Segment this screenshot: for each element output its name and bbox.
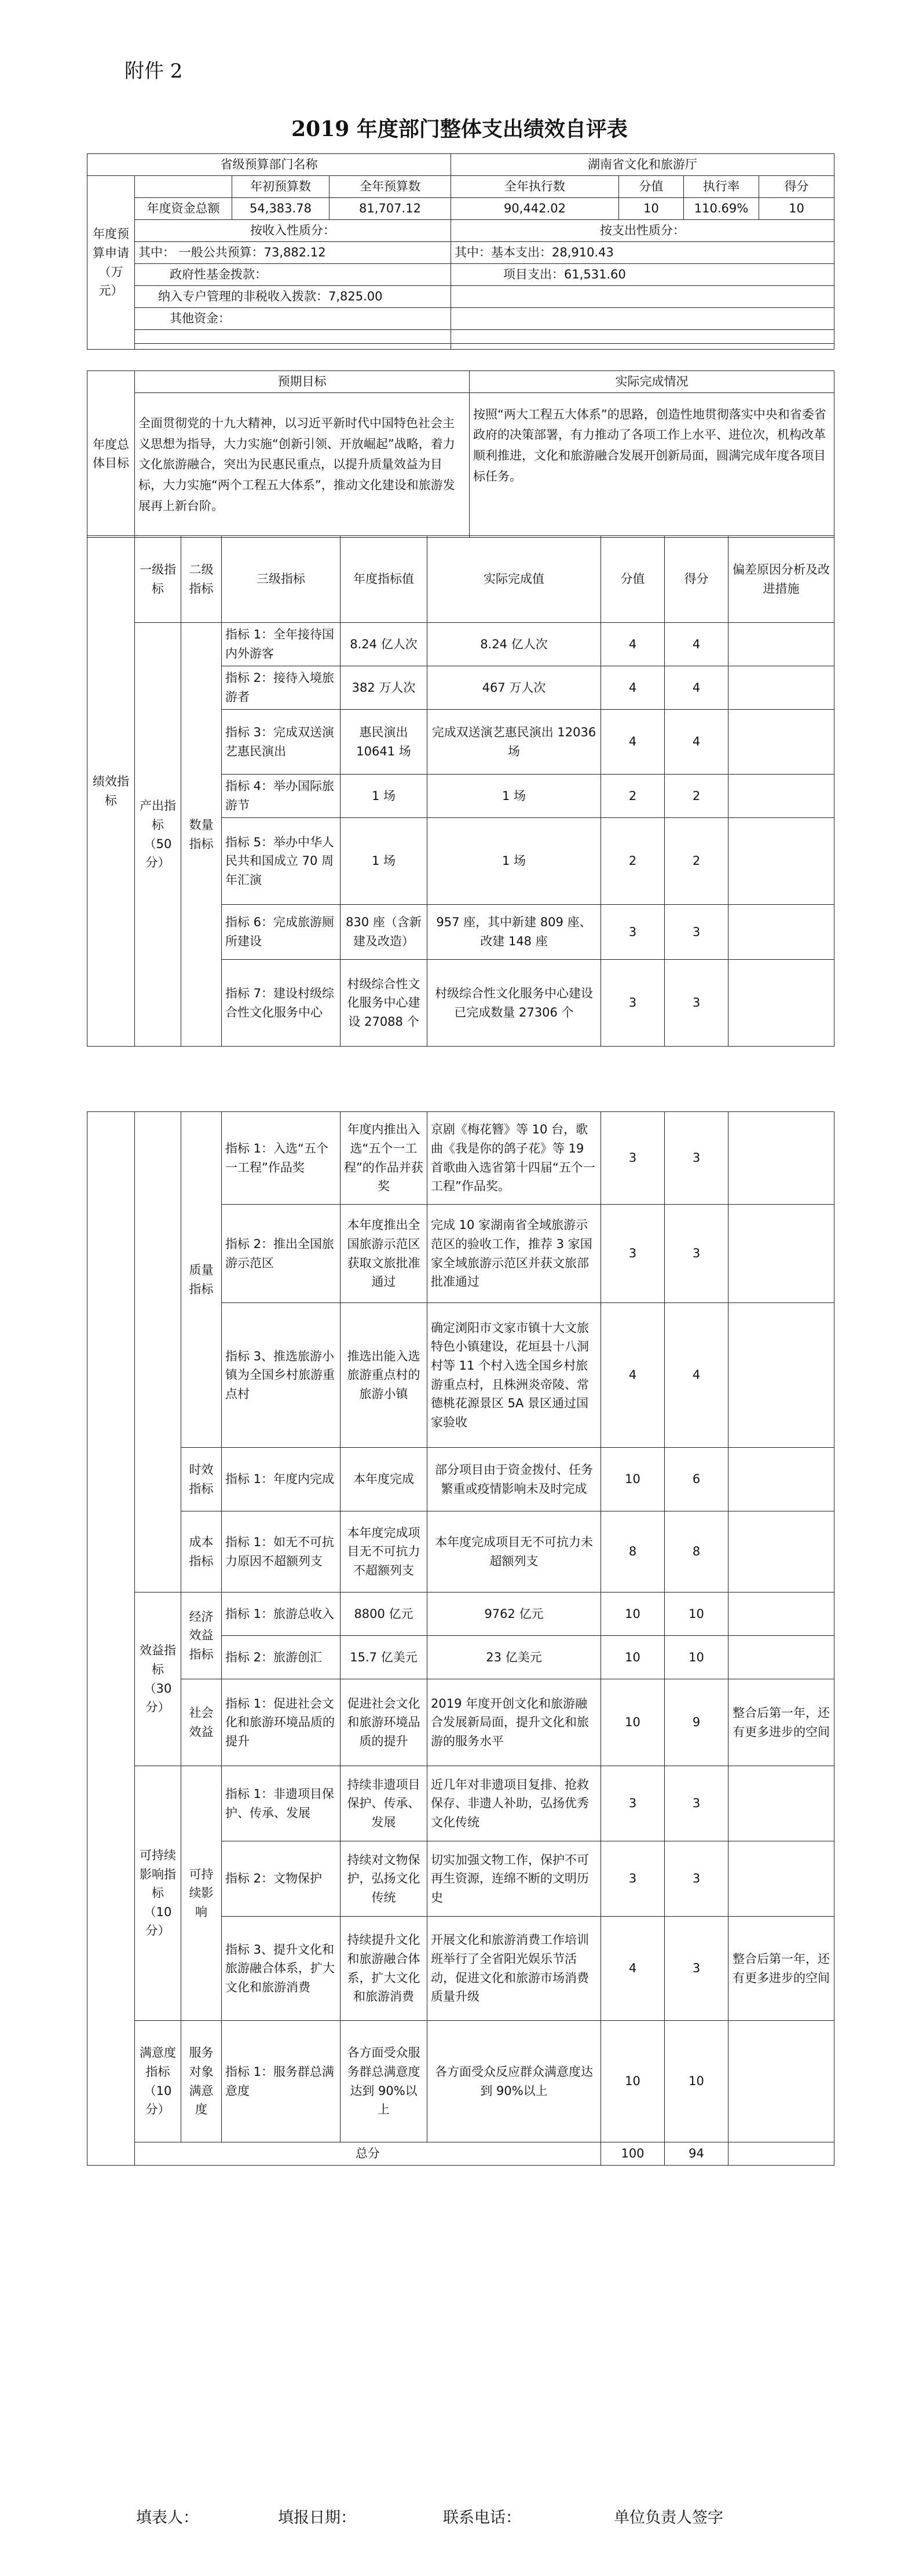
sustain-sv: 3: [601, 1766, 665, 1841]
qty-target: 8.24 亿人次: [340, 623, 427, 666]
qty-actual: 1 场: [427, 818, 601, 905]
qty-label: 数量指标: [181, 623, 222, 1047]
goals-section: 年度总体目标: [87, 371, 135, 538]
time-actual: 部分项目由于资金拨付、任务繁重或疫情影响未及时完成: [427, 1448, 601, 1511]
social-sv: 10: [601, 1679, 665, 1766]
qty-s: 2: [665, 818, 728, 905]
qty-name: 指标 2：接待入境旅游者: [222, 666, 340, 710]
econ-actual: 23 亿美元: [427, 1636, 601, 1679]
other-fund: 其他资金：: [135, 308, 451, 330]
time-target: 本年度完成: [340, 1448, 427, 1511]
qty-name: 指标 6：完成旅游厕所建设: [222, 905, 340, 960]
total-score-value: 100: [601, 2142, 665, 2166]
qty-actual: 8.24 亿人次: [427, 623, 601, 666]
general-budget: 其中： 一般公共预算：73,882.12: [135, 242, 451, 264]
quality-sv: 4: [601, 1303, 665, 1448]
h-level2: 二级指标: [181, 536, 222, 623]
qty-s: 4: [665, 710, 728, 775]
benefit-label: 效益指标（30分）: [135, 1592, 181, 1766]
by-source-label: 按收入性质分：: [135, 220, 451, 242]
project-expense: 项目支出：61,531.60: [451, 264, 834, 286]
qty-s: 4: [665, 623, 728, 666]
sustain-target: 持续对文物保护，弘扬文化传统: [340, 1841, 427, 1917]
satisfy2-label: 服务对象满意度: [181, 2021, 222, 2142]
qty-sv: 2: [601, 775, 665, 818]
h-analysis: 偏差原因分析及改进措施: [728, 536, 834, 623]
quality-name: 指标 1：入选“五个一工程”作品奖: [222, 1112, 340, 1205]
social-analysis: 整合后第一年，还有更多进步的空间: [728, 1679, 834, 1766]
econ-sv: 10: [601, 1592, 665, 1636]
satisfy-label: 满意度指标（10分）: [135, 2021, 181, 2142]
expected-label: 预期目标: [135, 371, 470, 393]
quality-target: 本年度推出全国旅游示范区获取文旅批准通过: [340, 1205, 427, 1303]
total-score: 10: [759, 198, 834, 220]
basic-expense: 其中：基本支出：28,910.43: [451, 242, 834, 264]
social-target: 促进社会文化和旅游环境品质的提升: [340, 1679, 427, 1766]
h-score: 得分: [665, 536, 728, 623]
qty-target: 1 场: [340, 775, 427, 818]
total-rate: 110.69%: [684, 198, 759, 220]
sustain-actual: 近几年对非遗项目复排、抢救保存、非遗人补助，弘扬优秀文化传统: [427, 1766, 601, 1841]
qty-sv: 4: [601, 623, 665, 666]
social-s: 9: [665, 1679, 728, 1766]
sustain-target: 持续提升文化和旅游融合体系，扩大文化和旅游消费: [340, 1917, 427, 2021]
output-label: 产出指标（50分）: [135, 623, 181, 1047]
h-level1: 一级指标: [135, 536, 181, 623]
hdr-exec-rate: 执行率: [684, 176, 759, 198]
econ-sv: 10: [601, 1636, 665, 1679]
qty-target: 惠民演出 10641 场: [340, 710, 427, 775]
sustain-actual: 开展文化和旅游消费工作培训班举行了全省阳光娱乐节活动，促进文化和旅游市场消费质量升级: [427, 1917, 601, 2021]
dept-name: 湖南省文化和旅游厅: [451, 154, 834, 176]
sustain-s: 3: [665, 1766, 728, 1841]
h-level3: 三级指标: [222, 536, 340, 623]
qty-target: 382 万人次: [340, 666, 427, 710]
h-actual: 实际完成值: [427, 536, 601, 623]
quality-label: 质量指标: [181, 1112, 222, 1448]
satisfy-s: 10: [665, 2021, 728, 2142]
sustain-target: 持续非遗项目保护、传承、发展: [340, 1766, 427, 1841]
gov-fund: 政府性基金拨款：: [135, 264, 451, 286]
time-s: 6: [665, 1448, 728, 1511]
qty-sv: 3: [601, 960, 665, 1047]
social-actual: 2019 年度开创文化和旅游融合发展新局面，提升文化和旅游的服务水平: [427, 1679, 601, 1766]
qty-actual: 467 万人次: [427, 666, 601, 710]
hdr-initial: 年初预算数: [232, 176, 329, 198]
total-score-value: 10: [619, 198, 684, 220]
budget-table: [87, 153, 834, 350]
sustain-name: 指标 2：文物保护: [222, 1841, 340, 1917]
quality-sv: 3: [601, 1205, 665, 1303]
econ-name: 指标 1：旅游总收入: [222, 1592, 340, 1636]
sustain-name: 指标 3、提升文化和旅游融合体系，扩大文化和旅游消费: [222, 1917, 340, 2021]
quality-target: 推选出能入选旅游重点村的旅游小镇: [340, 1303, 427, 1448]
sustain2-label: 可持续影响: [181, 1766, 222, 2021]
qty-actual: 1 场: [427, 775, 601, 818]
social-name: 指标 1：促进社会文化和旅游环境品质的提升: [222, 1679, 340, 1766]
qty-actual: 村级综合性文化服务中心建设已完成数量 27306 个: [427, 960, 601, 1047]
hdr-score: 得分: [759, 176, 834, 198]
sustain-actual: 切实加强文物工作，保护不可再生资源，连绵不断的文明历史: [427, 1841, 601, 1917]
social-label: 社会效益: [181, 1679, 222, 1766]
sustain-sv: 3: [601, 1841, 665, 1917]
sustain-sv: 4: [601, 1917, 665, 2021]
qty-sv: 2: [601, 818, 665, 905]
filler-label: 填表人：: [136, 2509, 199, 2527]
signature-label: 单位负责人签字: [614, 2509, 723, 2527]
total-score-got: 94: [665, 2142, 728, 2166]
sustain-analysis: 整合后第一年，还有更多进步的空间: [728, 1917, 834, 2021]
perf-table-1: [87, 535, 834, 1047]
qty-s: 3: [665, 960, 728, 1047]
econ-s: 10: [665, 1636, 728, 1679]
annual-budget-section: 年度预算申请（万元）: [87, 176, 135, 350]
total-full: 81,707.12: [329, 198, 451, 220]
dept-label: 省级预算部门名称: [87, 154, 451, 176]
goals-table: [87, 370, 834, 538]
sustain-s: 3: [665, 1841, 728, 1917]
quality-name: 指标 3、推选旅游小镇为全国乡村旅游重点村: [222, 1303, 340, 1448]
h-score-value: 分值: [601, 536, 665, 623]
qty-name: 指标 5：举办中华人民共和国成立 70 周年汇演: [222, 818, 340, 905]
qty-target: 1 场: [340, 818, 427, 905]
perf-section: 绩效指标: [87, 536, 135, 1047]
cost-name: 指标 1：如无不可抗力原因不超额列支: [222, 1511, 340, 1592]
time-label: 时效指标: [181, 1448, 222, 1511]
perf-table-2: [87, 1111, 834, 2166]
time-sv: 10: [601, 1448, 665, 1511]
hdr-full-exec: 全年执行数: [451, 176, 619, 198]
qty-sv: 4: [601, 666, 665, 710]
satisfy-name: 指标 1：服务群总满意度: [222, 2021, 340, 2142]
econ-name: 指标 2：旅游创汇: [222, 1636, 340, 1679]
qty-s: 3: [665, 905, 728, 960]
econ-s: 10: [665, 1592, 728, 1636]
cost-target: 本年度完成项目无不可抗力不超额列支: [340, 1511, 427, 1592]
qty-sv: 3: [601, 905, 665, 960]
qty-name: 指标 3：完成双送演艺惠民演出: [222, 710, 340, 775]
attachment-label: 附件 2: [125, 60, 183, 83]
econ-target: 8800 亿元: [340, 1592, 427, 1636]
satisfy-sv: 10: [601, 2021, 665, 2142]
quality-s: 4: [665, 1303, 728, 1448]
hdr-score-value: 分值: [619, 176, 684, 198]
qty-target: 830 座（含新建及改造）: [340, 905, 427, 960]
quality-sv: 3: [601, 1112, 665, 1205]
page-title: 2019 年度部门整体支出绩效自评表: [291, 117, 628, 141]
cost-label: 成本指标: [181, 1511, 222, 1592]
qty-sv: 4: [601, 710, 665, 775]
qty-name: 指标 1：全年接待国内外游客: [222, 623, 340, 666]
actual-label: 实际完成情况: [470, 371, 834, 393]
quality-actual: 京剧《梅花簪》等 10 台，歌曲《我是你的鸽子花》等 19 首歌曲入选省第十四届“五个一工程”作品奖。: [427, 1112, 601, 1205]
quality-s: 3: [665, 1112, 728, 1205]
qty-target: 村级综合性文化服务中心建设 27088 个: [340, 960, 427, 1047]
qty-s: 4: [665, 666, 728, 710]
cost-actual: 本年度完成项目无不可抗力未超额列支: [427, 1511, 601, 1592]
sustain-s: 3: [665, 1917, 728, 2021]
sustain-label: 可持续影响指标（10分）: [135, 1766, 181, 2021]
expected-text: 全面贯彻党的十九大精神，以习近平新时代中国特色社会主义思想为指导，大力实施“创新引领、开放崛起”战略，着力文化旅游融合，突出为民惠民重点，以提升质量效益为目标，大力实施“两个工程五大体系”，推动文化建设和旅游发展再上新台阶。: [135, 392, 470, 537]
total-initial: 54,383.78: [232, 198, 329, 220]
econ-label: 经济效益指标: [181, 1592, 222, 1679]
actual-text: 按照“两大工程五大体系”的思路，创造性地贯彻落实中央和省委省政府的决策部署，有力推动了各项工作上水平、进位次，机构改革顺利推进，文化和旅游融合发展开创新局面，圆满完成年度各项目标任务。: [470, 392, 834, 537]
quality-s: 3: [665, 1205, 728, 1303]
cost-sv: 8: [601, 1511, 665, 1592]
econ-target: 15.7 亿美元: [340, 1636, 427, 1679]
cost-s: 8: [665, 1511, 728, 1592]
quality-name: 指标 2：推出全国旅游示范区: [222, 1205, 340, 1303]
qty-s: 2: [665, 775, 728, 818]
quality-actual: 确定浏阳市文家市镇十大文旅特色小镇建设，花垣县十八洞村等 11 个村入选全国乡村旅游重点村，且株洲炎帝陵、常德桃花源景区 5A 景区通过国家验收: [427, 1303, 601, 1448]
quality-actual: 完成 10 家湖南省全域旅游示范区的验收工作，推荐 3 家国家全域旅游示范区并获文旅部批准通过: [427, 1205, 601, 1303]
h-target: 年度指标值: [340, 536, 427, 623]
quality-target: 年度内推出入选“五个一工程”的作品并获奖: [340, 1112, 427, 1205]
hdr-full-budget: 全年预算数: [329, 176, 451, 198]
qty-name: 指标 4：举办国际旅游节: [222, 775, 340, 818]
satisfy-actual: 各方面受众反应群众满意度达到 90%以上: [427, 2021, 601, 2142]
time-name: 指标 1：年度内完成: [222, 1448, 340, 1511]
total-exec: 90,442.02: [451, 198, 619, 220]
total-score-label: 总分: [135, 2142, 601, 2166]
qty-actual: 完成双送演艺惠民演出 12036 场: [427, 710, 601, 775]
date-label: 填报日期：: [278, 2509, 356, 2527]
special-fund: 纳入专户管理的非税收入拨款：7,825.00: [135, 286, 451, 308]
satisfy-target: 各方面受众服务群总满意度达到 90%以上: [340, 2021, 427, 2142]
econ-actual: 9762 亿元: [427, 1592, 601, 1636]
sustain-name: 指标 1：非遗项目保护、传承、发展: [222, 1766, 340, 1841]
phone-label: 联系电话：: [443, 2509, 521, 2527]
qty-actual: 957 座，其中新建 809 座、改建 148 座: [427, 905, 601, 960]
qty-name: 指标 7：建设村级综合性文化服务中心: [222, 960, 340, 1047]
by-expense-label: 按支出性质分：: [451, 220, 834, 242]
total-label: 年度资金总额: [135, 198, 232, 220]
